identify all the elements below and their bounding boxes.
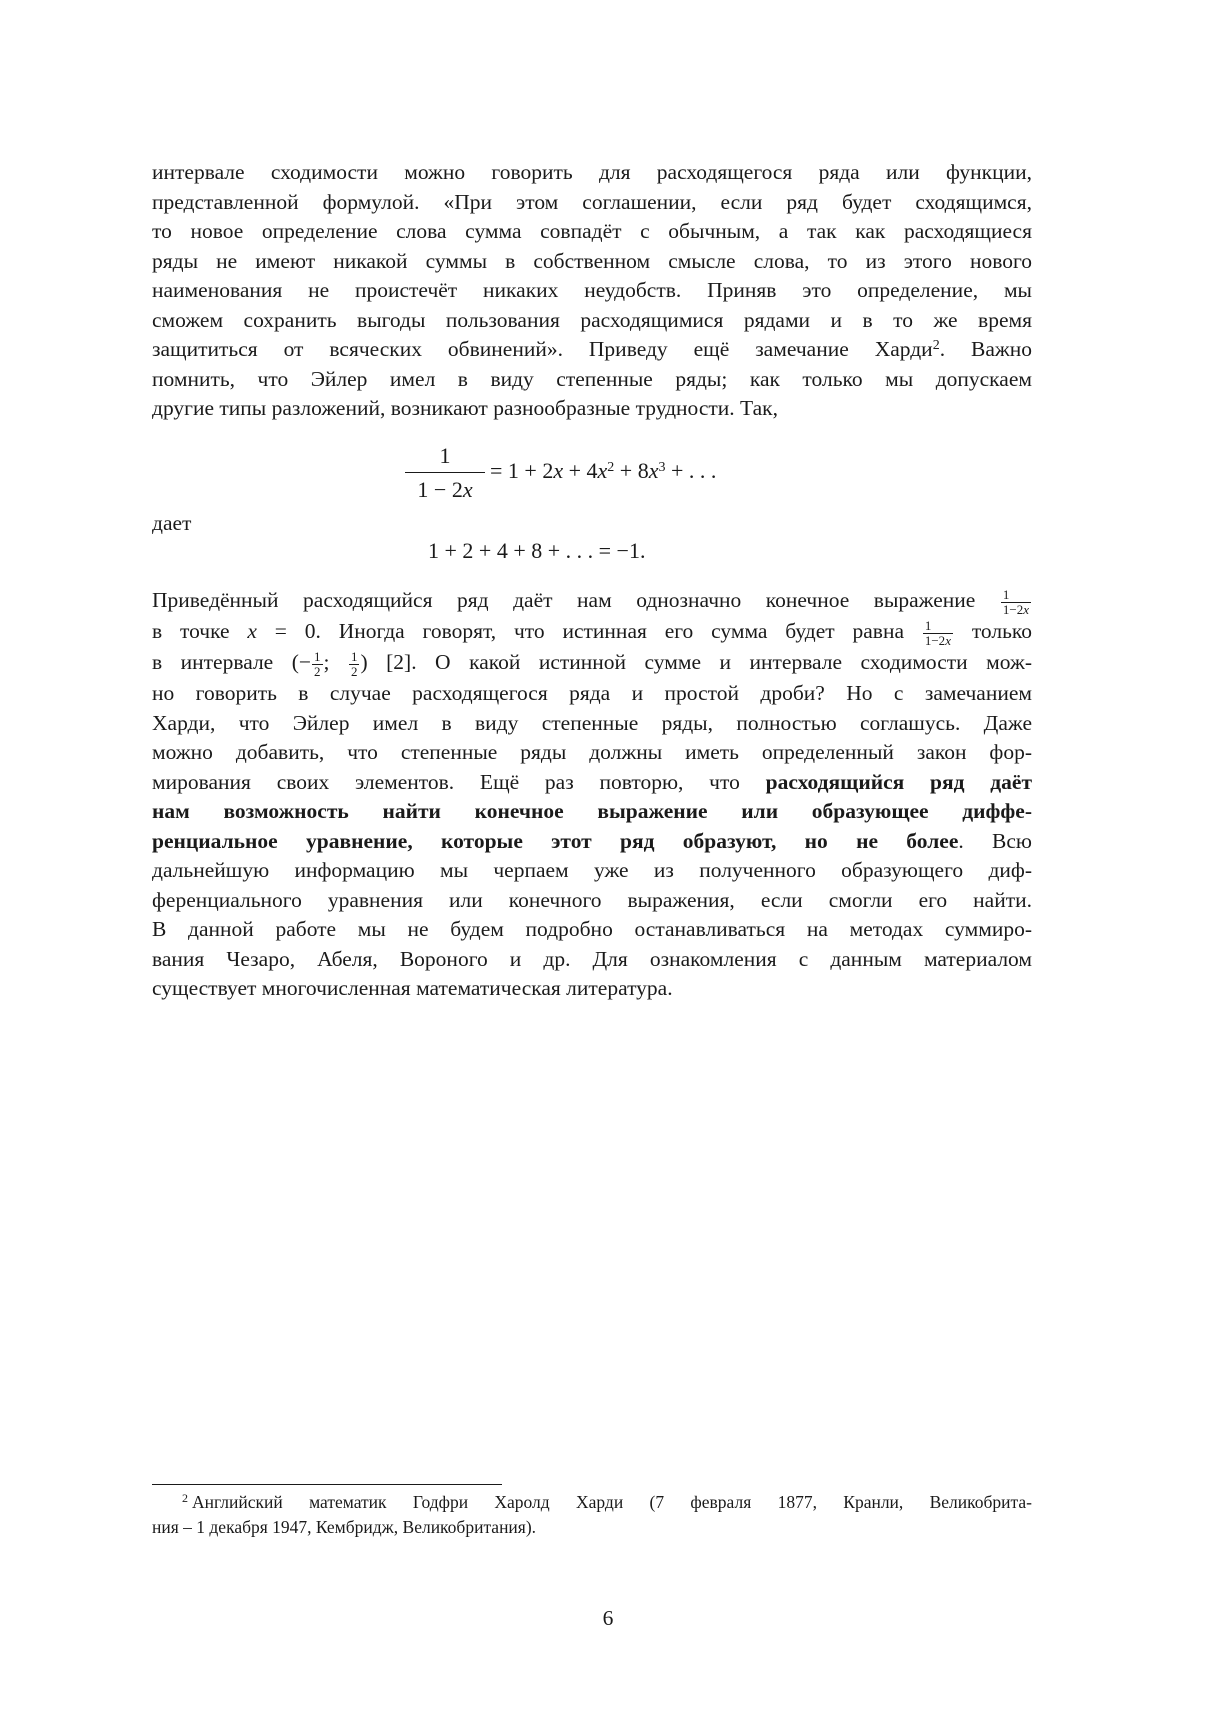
text-line: сможем сохранить выгоды пользования расходящимися рядами и в то же время bbox=[152, 307, 1032, 332]
equation-fraction bbox=[405, 442, 485, 504]
text-line: интервале сходимости можно говорить для расходящегося ряда или функции, bbox=[152, 160, 1032, 184]
paragraph-2 bbox=[152, 586, 1032, 1004]
text-line-with-fraction: в точке x = 0. Иногда говорят, что истинная его сумма будет равна $\frac{1}{1-2x}$ только bbox=[152, 618, 1033, 648]
text-segment: только bbox=[971, 619, 1033, 643]
text-segment: = 0. Иногда говорят, что истинная его сумма будет равна bbox=[274, 619, 904, 643]
fraction-denominator: 1 − 2x bbox=[417, 477, 473, 502]
footnote-reference[interactable]: 2 bbox=[932, 338, 940, 353]
bold-text: расходящийся ряд даёт bbox=[765, 769, 1033, 794]
text-line: можно добавить, что степенные ряды должны иметь определенный закон фор- bbox=[152, 740, 1032, 764]
display-equation-2: 1 + 2 + 4 + 8 + . . . = −1. bbox=[428, 538, 646, 563]
text-segment: в интервале bbox=[152, 650, 274, 674]
paragraph-1 bbox=[152, 158, 1032, 424]
between-text: дает bbox=[152, 511, 192, 535]
inline-fraction bbox=[312, 650, 323, 679]
text-line-with-bold bbox=[152, 768, 1032, 798]
text-line: ференциального уравнения или конечного выражения, если смогли его найти. bbox=[152, 887, 1032, 912]
text-line: Харди, что Эйлер имел в виду степенные ряды, полностью соглашусь. Даже bbox=[152, 710, 1032, 735]
text-line: представленной формулой. «При этом соглашении, если ряд будет сходящимся, bbox=[152, 189, 1032, 214]
text-line: наименования не проистечёт никаких неудобств. Приняв это определение, мы bbox=[152, 278, 1032, 302]
footnote bbox=[152, 1490, 1032, 1540]
fraction-bar bbox=[405, 472, 485, 473]
inline-fraction bbox=[1001, 588, 1031, 617]
footnote-line: ния – 1 декабря 1947, Кембридж, Великобритания). bbox=[152, 1517, 537, 1537]
text-line-with-fraction bbox=[152, 586, 1032, 617]
text-line: дальнейшую информацию мы черпаем уже из полученного образующего диф- bbox=[152, 858, 1032, 882]
display-equation-1 bbox=[0, 438, 1216, 510]
text-segment: Приведённый расходящийся ряд даёт нам однозначно конечное выражение bbox=[152, 588, 976, 612]
equation-rhs: = $1 + 2x + 4x^2 + 8x^3$ + . . . bbox=[490, 458, 717, 483]
fraction-numerator: 1 bbox=[350, 649, 358, 664]
page-number: 6 bbox=[602, 1606, 614, 1630]
text-line: другие типы разложений, возникают разнообразные трудности. Так, bbox=[152, 396, 778, 420]
text-line-with-bold bbox=[152, 827, 1032, 857]
fraction-numerator: 1 bbox=[924, 618, 932, 633]
text-segment: . Всю bbox=[958, 828, 1032, 853]
bold-text: ренциальное уравнение, которые этот ряд образуют, но не более bbox=[152, 828, 959, 853]
text-line-with-interval: в интервале (− $\frac{1}{2}$ ; $\frac{1}{2}$ ) [2]. О какой истинной сумме и интервале сходимости мож- bbox=[152, 649, 1032, 679]
fraction-numerator: 1 bbox=[314, 649, 321, 664]
fraction-denominator: 2 bbox=[350, 664, 358, 679]
text-line: существует многочисленная математическая литература. bbox=[152, 976, 673, 1000]
inline-fraction bbox=[349, 650, 360, 679]
text-segment: Английский математик Годфри Харолд Харди (7 февраля 1877, Кранли, Великобрита- bbox=[192, 1492, 1032, 1512]
inline-fraction bbox=[923, 619, 953, 648]
text-line: ряды не имеют никакой суммы в собственном смысле слова, то из этого нового bbox=[152, 248, 1032, 273]
text-segment: в точке bbox=[152, 619, 230, 643]
text-line: но говорить в случае расходящегося ряда и простой дроби? Но с замечанием bbox=[152, 681, 1032, 705]
bold-text: нам возможность найти конечное выражение или образующее диффе- bbox=[152, 799, 1032, 823]
fraction-numerator: 1 bbox=[1002, 587, 1010, 602]
fraction-denominator: 1−2x bbox=[1002, 602, 1030, 617]
fraction-denominator: 2 bbox=[314, 664, 321, 679]
fraction-denominator: 1−2x bbox=[924, 633, 951, 648]
bold-line bbox=[152, 797, 1032, 827]
text-segment: . Важно bbox=[939, 337, 1033, 361]
footnote-divider bbox=[152, 1484, 502, 1485]
text-segment: [2]. О какой истинной сумме и интервале сходимости мож- bbox=[386, 650, 1032, 674]
text-line: то новое определение слова сумма совпадёт с обычным, а так как расходящиеся bbox=[152, 219, 1032, 243]
footnote-line bbox=[152, 1490, 1032, 1515]
footnote-mark: 2 bbox=[182, 1491, 188, 1505]
text-line: В данной работе мы не будем подробно останавливаться на методах суммиро- bbox=[152, 917, 1032, 941]
text-segment: мирования своих элементов. Ещё раз повторю, что bbox=[152, 769, 740, 794]
text-segment: защититься от всяческих обвинений». Приведу ещё замечание Харди bbox=[152, 337, 933, 361]
fraction-numerator: 1 bbox=[439, 443, 451, 468]
text-line-with-footnote bbox=[152, 335, 1032, 365]
text-line: вания Чезаро, Абеля, Вороного и др. Для ознакомления с данным материалом bbox=[152, 946, 1032, 971]
text-line: помнить, что Эйлер имел в виду степенные ряды; как только мы допускаем bbox=[152, 366, 1032, 391]
